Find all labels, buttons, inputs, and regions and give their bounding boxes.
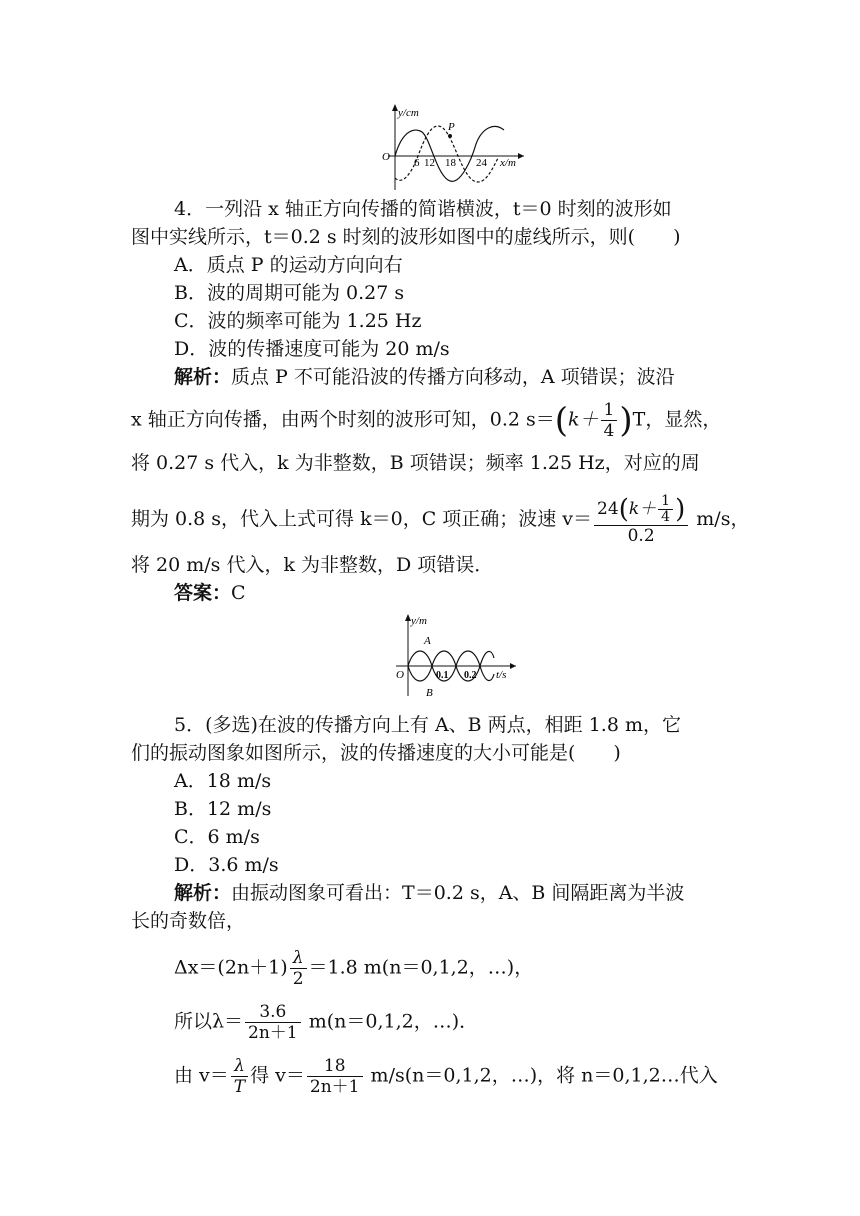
origin-label: O <box>382 151 390 163</box>
point-p-label: P <box>448 121 455 133</box>
q5-stem-line2: 们的振动图象如图所示，波的传播速度的大小可能是( ) <box>131 742 621 764</box>
q5-stem-line1: 5．(多选)在波的传播方向上有 A、B 两点，相距 1.8 m，它 <box>174 714 681 736</box>
q5-option-a: A．18 m/s <box>174 770 272 792</box>
tick-18: 18 <box>445 157 456 169</box>
label-a: A <box>424 635 431 647</box>
x-axis-label: x/m <box>500 157 516 169</box>
q4-stem-line1: 4．一列沿 x 轴正方向传播的简谐横波，t＝0 时刻的波形如 <box>174 198 672 220</box>
q4-fraction-quarter: $\frac{1}{4}$ <box>601 400 618 441</box>
q4-solution-line5: 将 20 m/s 代入，k 为非整数，D 项错误． <box>131 554 494 576</box>
t-axis-arrow <box>510 663 516 669</box>
y-axis-label: y/m <box>411 615 427 627</box>
y-axis-label: y/cm <box>398 107 419 119</box>
dashed-wave <box>395 126 498 182</box>
point-p <box>448 134 452 138</box>
q4-solution-line3: 将 0.27 s 代入，k 为非整数，B 项错误；频率 1.25 Hz，对应的周 <box>131 452 700 474</box>
q4-solution-text2a: x 轴正方向传播，由两个时刻的波形可知，0.2 s＝ <box>131 408 555 431</box>
q4-solution-line2: x 轴正方向传播，由两个时刻的波形可知，0.2 s＝(k＋ $\frac{1}{4}$ )T，显然， <box>131 400 722 441</box>
origin-label: O <box>396 669 404 681</box>
q5-equation-2: 所以λ＝ $\frac{3.6}{2n+1}$ m(n＝0,1,2，…)． <box>174 1002 479 1043</box>
q4-solution-text2b: T，显然， <box>632 408 722 431</box>
q4-solution-line4 <box>131 494 749 546</box>
wave-figure-1 <box>378 100 528 192</box>
q5-wavelength-fraction: $\frac{3.6}{2n+1}$ <box>245 1002 301 1043</box>
q4-solution-text1: 质点 P 不可能沿波的传播方向移动，A 项错误；波沿 <box>231 366 675 388</box>
q4-solution-text4a: 期为 0.8 s，代入上式可得 k＝0，C 项正确；波速 v＝ <box>131 508 593 530</box>
t-axis-label: t/s <box>496 669 507 681</box>
q4-option-a: A．质点 P 的运动方向向右 <box>174 254 403 276</box>
q5-option-c: C．6 m/s <box>174 826 260 848</box>
q4-solution-label: 解析： <box>174 366 232 388</box>
tick-24: 24 <box>476 157 487 169</box>
x-axis-arrow <box>518 153 524 159</box>
tick-0-2: 0.2 <box>464 670 477 681</box>
q4-answer <box>174 580 246 606</box>
q5-solution-text1: 由振动图象可看出：T＝0.2 s，A、B 间隔距离为半波 <box>231 882 685 904</box>
q4-option-d: D．波的传播速度可能为 20 m/s <box>174 338 450 360</box>
tick-12: 12 <box>424 157 435 169</box>
q4-stem-line2: 图中实线所示，t＝0.2 s 时刻的波形如图中的虚线所示，则( ) <box>131 226 681 248</box>
q4-solution-line1 <box>174 364 675 390</box>
q4-solution-text4b: m/s， <box>696 508 750 530</box>
q5-option-d: D．3.6 m/s <box>174 854 279 876</box>
q5-solution-line2: 长的奇数倍， <box>131 910 246 932</box>
q4-answer-label: 答案： <box>174 582 232 604</box>
q5-equation-3: 由 v＝ $\frac{\lambda}{T}$ 得 v＝ $\frac{18}{2n+1}$ m/s(n＝0,1,2，…)，将 n＝0,1,2…代入 <box>174 1056 718 1097</box>
label-b: B <box>426 687 433 698</box>
q4-answer-value: C <box>231 582 246 604</box>
q4-velocity-fraction: 24(k＋ $\frac{1}{4}$ ) 0.2 <box>594 494 688 546</box>
vibration-figure-2 <box>390 610 520 698</box>
q5-speed-fraction: $\frac{18}{2n+1}$ <box>307 1056 363 1097</box>
q4-k-plus: k＋ <box>568 408 599 431</box>
q4-option-c: C．波的频率可能为 1.25 Hz <box>174 310 422 332</box>
q5-solution-line1 <box>174 880 684 906</box>
tick-6: 6 <box>414 157 420 169</box>
q5-solution-label: 解析： <box>174 882 232 904</box>
q5-option-b: B．12 m/s <box>174 798 272 820</box>
q5-equation-1: Δx＝(2n＋1) $\frac{\lambda}{2}$ ＝1.8 m(n＝0,1,2，…)， <box>174 948 534 989</box>
q5-lambda-over-t: $\frac{\lambda}{T}$ <box>231 1056 248 1097</box>
q4-option-b: B．波的周期可能为 0.27 s <box>174 282 405 304</box>
q5-lambda-over-2: $\frac{\lambda}{2}$ <box>290 948 307 989</box>
tick-0-1: 0.1 <box>436 670 449 681</box>
